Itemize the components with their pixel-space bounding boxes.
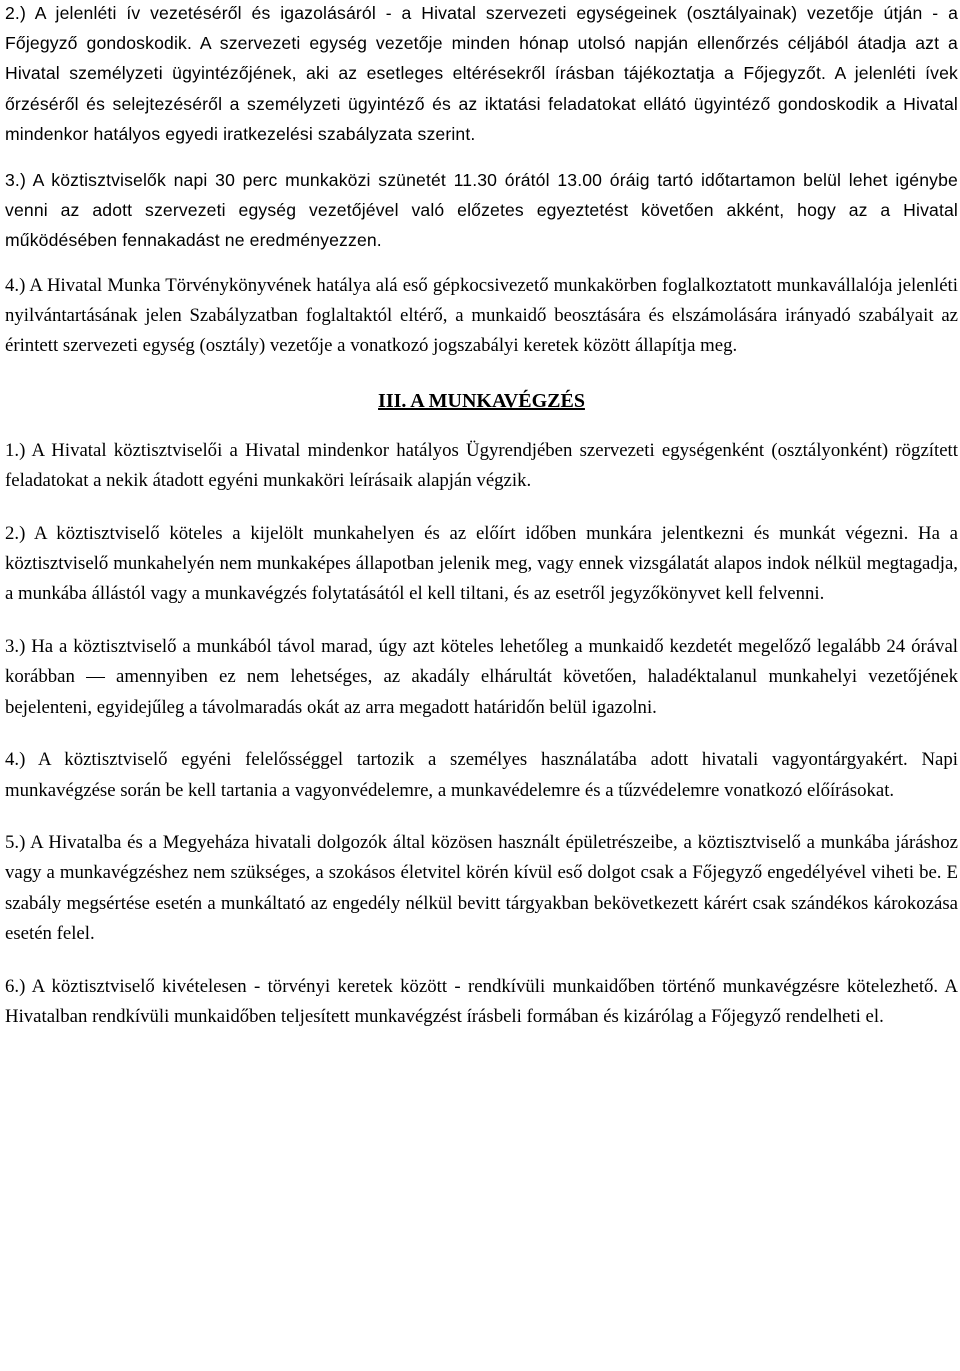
paragraph-3-6: 6.) A köztisztviselő kivételesen - törvényi keretek között - rendkívüli munkaidőben történő munkavégzésre kötelezhető. A Hivatalban rendkívüli munkaidőben teljesített munkavégzést írásbeli formában és kizárólag a Főjegyző rendelheti el.: [5, 975, 958, 1027]
paragraph-3-1: 1.) A Hivatal köztisztviselői a Hivatal mindenkor hatályos Ügyrendjében szervezeti egységenként (osztályonként) rögzített feladatokat a nekik átadott egyéni munkaköri leírásaik alapján végzik.: [5, 439, 958, 492]
paragraph-gap: [5, 497, 958, 519]
paragraph-gap: [5, 362, 958, 386]
paragraph-gap: [5, 256, 958, 271]
paragraph-3-3: 3.) Ha a köztisztviselő a munkából távol marad, úgy azt köteles lehetőleg a munkaidő kezdetét megelőző legalább 24 órával korábban — amennyiben ez nem lehetséges, az akadály elhárultát követően, haladéktalanul munkahelyi vezetőjének bejelenteni, egyidejűleg a távolmaradás okát az arra megadott határidőn belül igazolni.: [5, 635, 958, 718]
paragraph-gap: [5, 723, 958, 745]
paragraph-3-2: 2.) A köztisztviselő köteles a kijelölt munkahelyen és az előírt időben munkára jelentkezni és munkát végezni. Ha a köztisztviselő munkahelyén nem munkaképes állapotban jelenik meg, vagy ennek vizsgálatát alapos indok nélkül megtagadja, a munkába állástól vagy a munkavégzés folytatásától el kell tiltani, és az esetről jegyzőkönyvet kell felvenni.: [5, 522, 958, 605]
document-page: [5, 0, 958, 1032]
paragraph-gap: [5, 610, 958, 632]
paragraph-3-5: 5.) A Hivatalba és a Megyeháza hivatali dolgozók által közösen használt épületrészeibe, a köztisztviselő a munkába járáshoz vagy a munkavégzéshez nem szükséges, a szokásos életvitel körén kívül eső dolgot csak a Főjegyző engedélyével viheti be. E szabály megsértése esetén a munkáltató az engedély nélkül bevitt tárgyakban bekövetkezett kárért csak szándékos károkozása esetén felel.: [5, 831, 958, 945]
paragraph-2-2: 2.) A jelenléti ív vezetéséről és igazolásáról - a Hivatal szervezeti egységeinek (osztályainak) vezetője útján - a Főjegyző gondoskodik. A szervezeti egység vezetője minden hónap utolsó napján ellenőrzés céljából átadja azt a Hivatal személyzeti ügyintézőjének, aki az esetleges eltérésekről írásban tájékoztatja a Főjegyzőt. A jelenléti ívek őrzéséről és selejtezéséről a személyzeti ügyintéző és az iktatási feladatokat ellátó ügyintéző gondoskodik a Hivatal mindenkor hatályos egyedi iratkezelési szabályzata szerint.: [5, 3, 958, 144]
section-heading: III. A MUNKAVÉGZÉS: [378, 389, 585, 412]
paragraph-gap: [5, 149, 958, 165]
paragraph-gap: [5, 416, 958, 436]
paragraph-gap: [5, 950, 958, 972]
paragraph-3-4: 4.) A köztisztviselő egyéni felelősséggel tartozik a személyes használatába adott hivatali vagyontárgyakért. Napi munkavégzése során be kell tartania a vagyonvédelemre, a munkavédelemre és a tűzvédelemre vonatkozó előírásokat.: [5, 749, 958, 801]
paragraph-gap: [5, 806, 958, 828]
paragraph-2-3: 3.) A köztisztviselők napi 30 perc munkaközi szünetét 11.30 órától 13.00 óráig tartó időtartamon belül lehet igénybe venni az adott szervezeti egység vezetőjével való előzetes egyeztetést követően akként, hogy az a Hivatal működésében fennakadást ne eredményezzen.: [5, 170, 958, 251]
paragraph-2-4: 4.) A Hivatal Munka Törvénykönyvének hatálya alá eső gépkocsivezető munkakörben foglalkoztatott munkavállalója jelenléti nyilvántartásának jelen Szabályzatban foglaltaktól eltérő, a munkaidő beosztására és elszámolására irányadó szabályait az érintett szervezeti egység (osztály) vezetője a vonatkozó jogszabályi keretek között állapítja meg.: [5, 274, 958, 357]
